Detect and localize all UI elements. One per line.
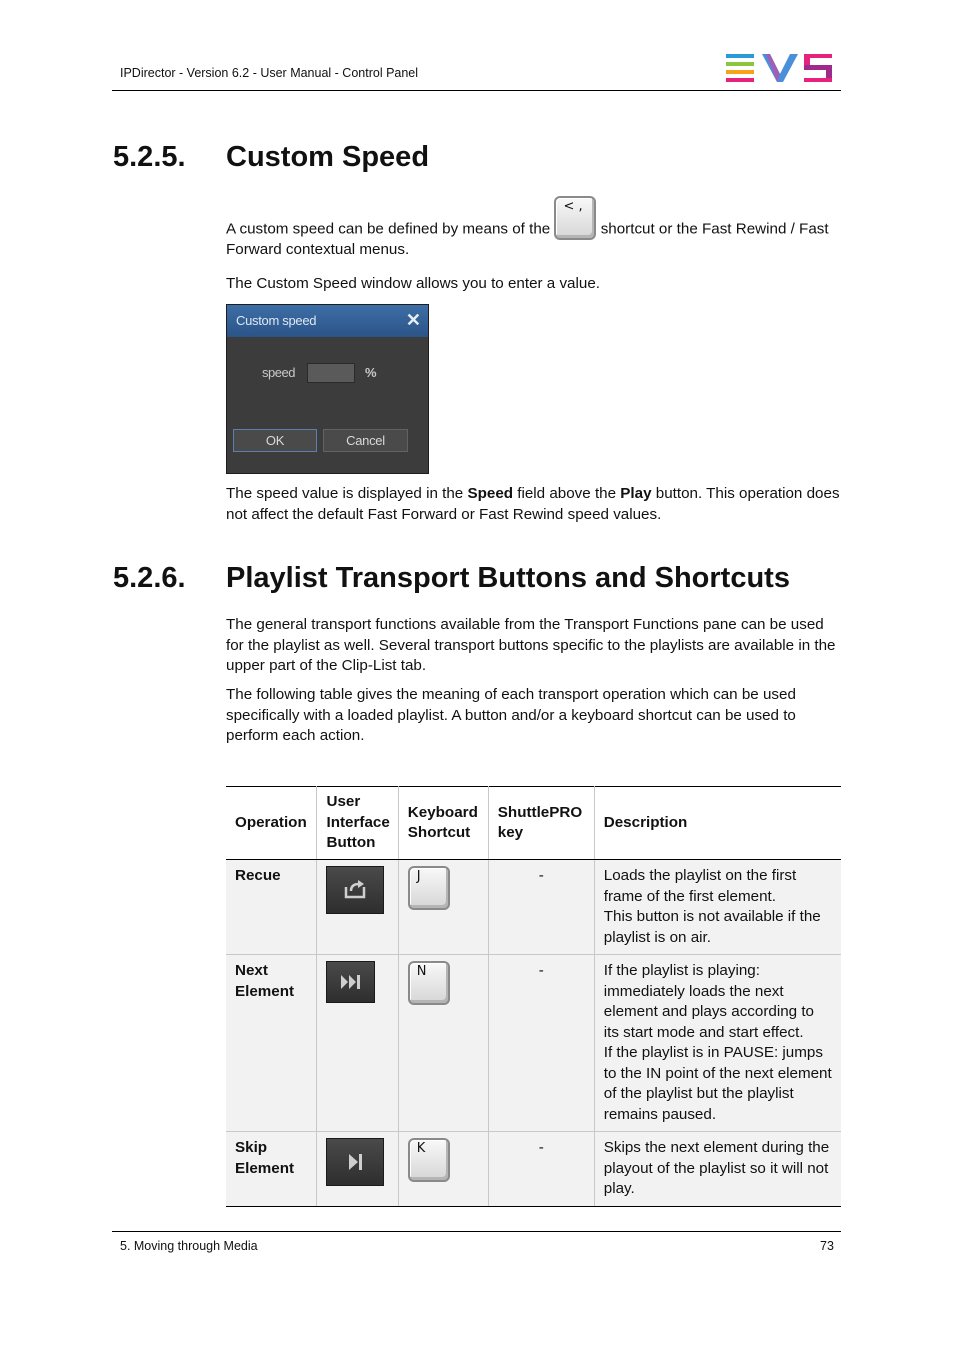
shuttle-cell: - xyxy=(488,860,594,955)
ui-button-cell xyxy=(317,860,398,955)
percent-label: % xyxy=(365,365,377,380)
column-header: User Interface Button xyxy=(317,787,398,860)
keyboard-key-icon: < , xyxy=(554,196,596,240)
paragraph-text: shortcut or the Fast Rewind / Fast Forward contextual menus. xyxy=(226,220,829,258)
header-title: IPDirector - Version 6.2 - User Manual - Control Panel xyxy=(120,66,419,80)
operation-cell: Next Element xyxy=(226,955,317,1132)
transport-table xyxy=(226,786,841,1207)
keyboard-key-icon: N xyxy=(408,961,450,1005)
footer-rule xyxy=(112,1231,841,1232)
speed-label: speed xyxy=(262,365,295,380)
operation-cell: Skip Element xyxy=(226,1132,317,1207)
close-icon[interactable]: ✕ xyxy=(405,310,421,330)
shuttle-cell: - xyxy=(488,955,594,1132)
page-number: 73 xyxy=(820,1239,834,1253)
description-cell: If the playlist is playing: immediately loads the next element and plays according to its start mode and start effect. If the playlist is in PAUSE: jumps to the IN point of the next element of the playlist but the playlist remains paused. xyxy=(594,955,841,1132)
shuttle-cell: - xyxy=(488,1132,594,1207)
next-element-icon xyxy=(326,961,375,1003)
keyboard-key-icon: K xyxy=(408,1138,450,1182)
recue-icon xyxy=(326,866,384,914)
paragraph-text: A custom speed can be defined by means of the xyxy=(226,220,551,238)
ui-button-cell xyxy=(317,955,398,1132)
column-header: Keyboard Shortcut xyxy=(398,787,488,860)
section-number: 5.2.6. xyxy=(113,562,186,594)
table-row xyxy=(226,955,841,1132)
table-row xyxy=(226,1132,841,1207)
keyboard-cell xyxy=(398,1132,488,1207)
description-cell: Skips the next element during the playout of the playlist so it will not play. xyxy=(594,1132,841,1207)
speed-input[interactable] xyxy=(307,363,355,383)
section-number: 5.2.5. xyxy=(113,141,186,173)
cancel-button[interactable]: Cancel xyxy=(323,429,408,452)
paragraph-shortcut xyxy=(226,196,841,261)
dialog-title: Custom speed xyxy=(227,305,428,337)
ok-button[interactable]: OK xyxy=(233,429,317,452)
paragraph-speed-value: The speed value is displayed in the Speed field above the Play button. This operation does not affect the default Fast Forward or Fast Rewind speed values. xyxy=(226,485,840,523)
section-title: Playlist Transport Buttons and Shortcuts xyxy=(226,562,790,594)
ui-button-cell xyxy=(317,1132,398,1207)
table-header-row xyxy=(226,787,841,860)
section-title: Custom Speed xyxy=(226,141,430,173)
paragraph-general: The general transport functions available from the Transport Functions pane can be used for the playlist as well. Several transport buttons specific to the playlists are available in the upper part of the Clip-List tab. xyxy=(226,616,836,674)
evs-logo xyxy=(726,54,834,82)
column-header: Description xyxy=(594,787,841,860)
table-row xyxy=(226,860,841,955)
paragraph-table-intro: The following table gives the meaning of each transport operation which can be used specifically with a loaded playlist. A button and/or a keyboard shortcut can be used to perform each action. xyxy=(226,686,796,744)
description-cell: Loads the playlist on the first frame of the first element. This button is not available if the playlist is on air. xyxy=(594,860,841,955)
operation-cell: Recue xyxy=(226,860,317,955)
keyboard-key-icon: J xyxy=(408,866,450,910)
column-header: Operation xyxy=(226,787,317,860)
column-header: ShuttlePRO key xyxy=(488,787,594,860)
header-rule xyxy=(112,90,841,91)
paragraph-window: The Custom Speed window allows you to enter a value. xyxy=(226,275,600,292)
keyboard-cell xyxy=(398,860,488,955)
custom-speed-dialog xyxy=(226,304,429,474)
keyboard-cell xyxy=(398,955,488,1132)
skip-element-icon xyxy=(326,1138,384,1186)
footer-chapter: 5. Moving through Media xyxy=(120,1239,258,1253)
